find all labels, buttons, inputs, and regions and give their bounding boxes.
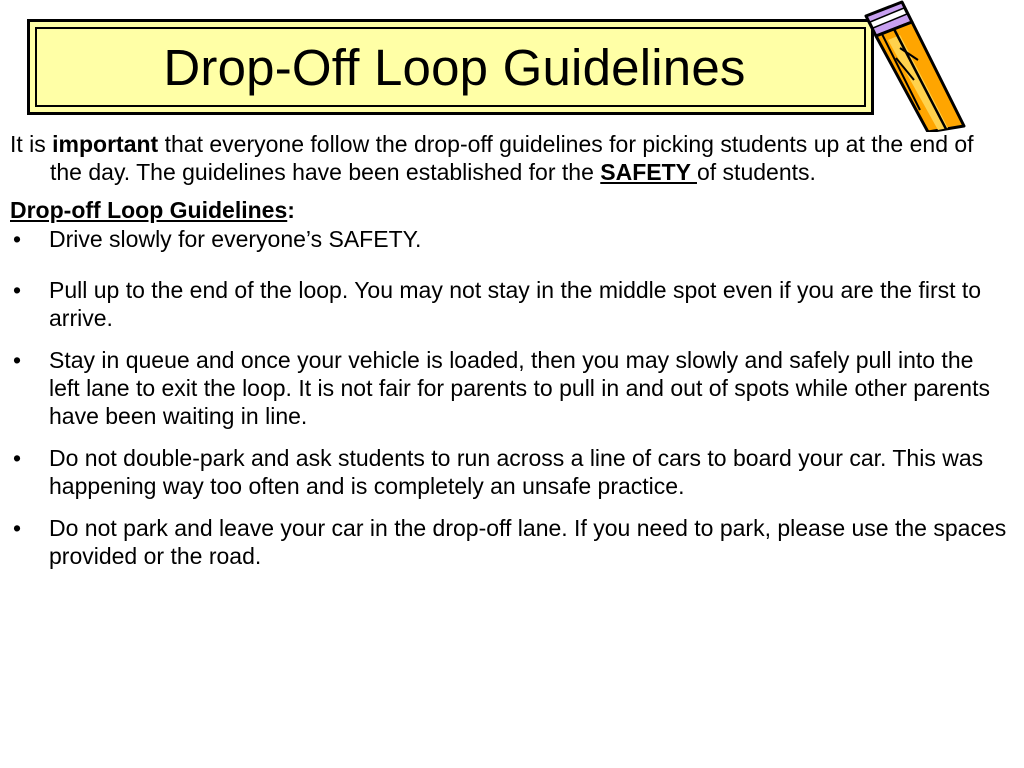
bullet-symbol: • [13, 515, 22, 541]
section-heading-colon: : [287, 197, 295, 223]
intro-emphasis-safety: SAFETY [600, 159, 697, 185]
bullet-symbol: • [13, 277, 22, 303]
title-inner-frame [35, 27, 866, 107]
list-item-text: Stay in queue and once your vehicle is loaded, then you may slowly and safely pull into the left lane to exit the loop. It is not fair for parents to pull in and out of spots while other parents have been waiting in line. [49, 347, 990, 429]
slide-body [10, 130, 1010, 584]
bullet-symbol: • [13, 226, 22, 252]
list-item-text: Do not park and leave your car in the drop-off lane. If you need to park, please use the spaces provided or the road. [49, 515, 1007, 569]
bullet-symbol: • [13, 347, 22, 373]
list-item [10, 225, 1010, 253]
intro-text-start: It is [10, 131, 53, 157]
intro-text-end: of students. [696, 159, 816, 185]
list-item [10, 514, 1010, 570]
title-box [27, 19, 874, 115]
section-heading [10, 196, 1010, 224]
section-heading-text: Drop-off Loop Guidelines [10, 197, 288, 223]
guidelines-list [10, 225, 1010, 570]
intro-text-middle: that everyone follow the drop-off guidelines for picking students up at the end of the day. The guidelines have been established for the [50, 131, 974, 185]
list-item [10, 346, 1010, 430]
pencil-icon [860, 0, 980, 132]
intro-paragraph [10, 130, 1010, 186]
list-item-text: Drive slowly for everyone’s SAFETY. [49, 226, 422, 252]
bullet-symbol: • [13, 445, 22, 471]
list-item [10, 444, 1010, 500]
list-item-text: Do not double-park and ask students to run across a line of cars to board your car. This was happening way too often and is completely an unsafe practice. [49, 445, 984, 499]
slide-title: Drop-Off Loop Guidelines [163, 38, 746, 96]
list-item [10, 276, 1010, 332]
intro-emphasis-important: important [52, 131, 159, 157]
list-item-text: Pull up to the end of the loop. You may not stay in the middle spot even if you are the first to arrive. [49, 277, 982, 331]
